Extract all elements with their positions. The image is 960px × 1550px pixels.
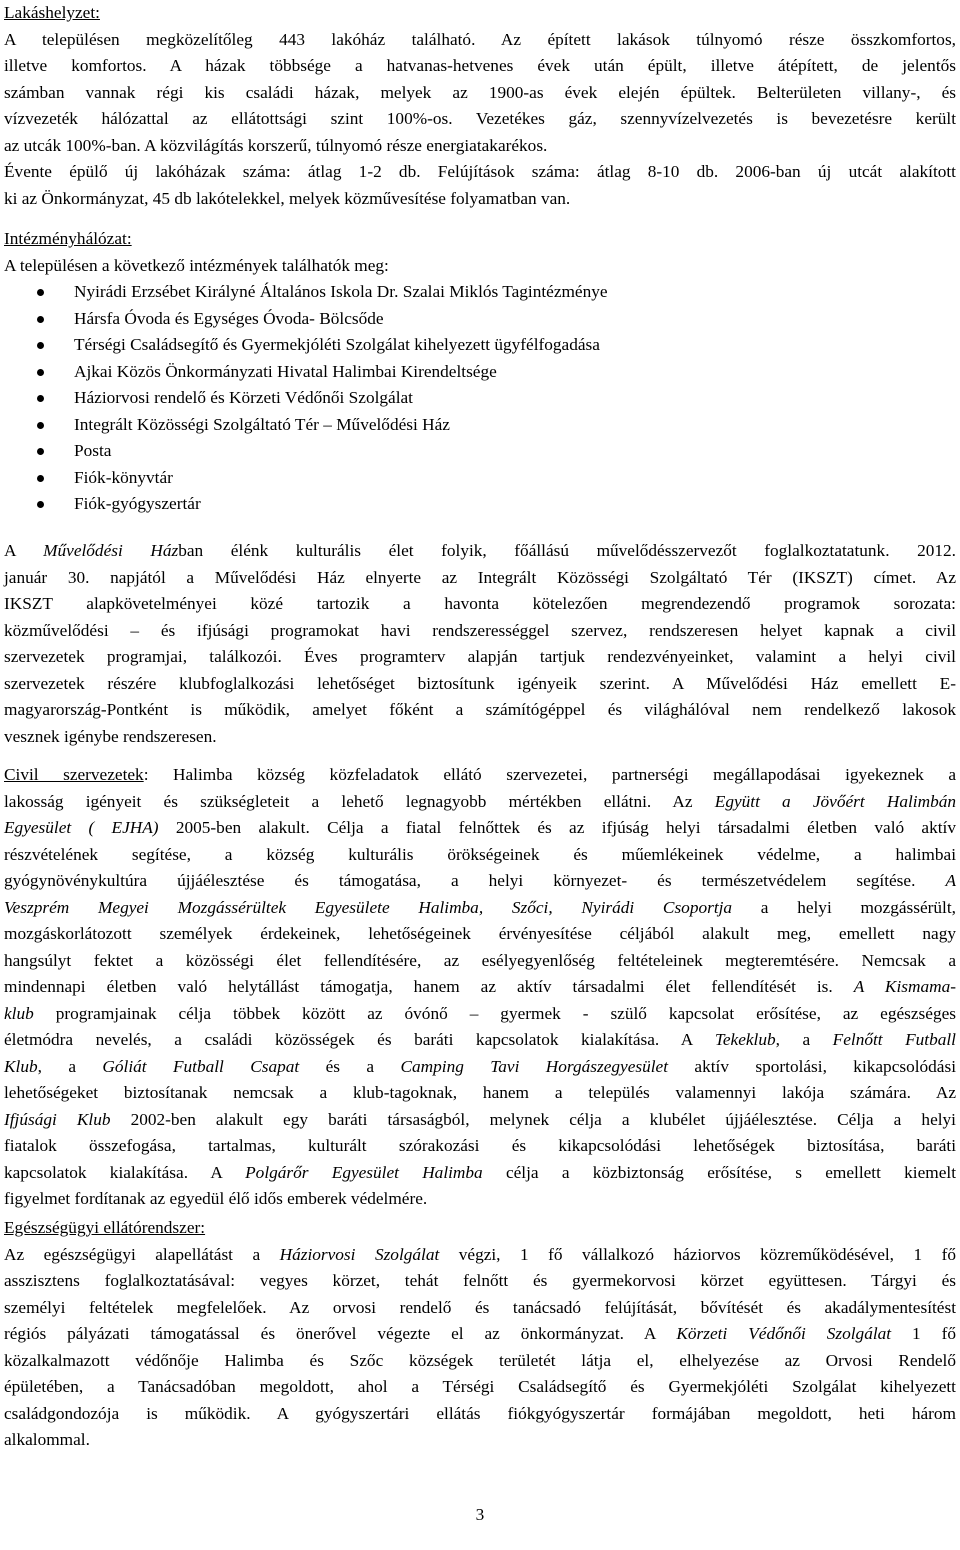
health-line: családgondozója is működik. A gyógyszertári ellátás fiókgyógyszertár formájában megoldott, heti három (4, 1403, 956, 1423)
civil-line: hangsúlyt fektet a közösségi élet fellendítésére, az esélyegyenlőség feltételeinek megteremtésére. Nemcsak a (4, 950, 956, 970)
italic-run: Művelődési Ház (43, 541, 179, 560)
housing-line: illetve komfortos. A házak többsége a hatvanas-hetvenes évek után épült, illetve átépített, de jelentős (4, 56, 956, 75)
text-run: lakosság igényeit és szükségleteit a lehető legnagyobb mértékben ellátni. Az (4, 791, 715, 811)
civil-line (4, 895, 956, 922)
culture-section (4, 538, 956, 750)
text-run: mindennapi életben való helytállást támogatja, hanem az aktív társadalmi élet fellendítését is. (4, 977, 854, 996)
italic-run: A Kismama- (853, 977, 956, 996)
bullet-icon (37, 369, 44, 376)
text-run: a helyi mozgássérült, (732, 897, 956, 917)
culture-line: magyarország-Pontként is működik, amelyet főként a számítógéppel és világhálóval nem rendelkező lakosok (4, 700, 956, 719)
health-line (4, 1321, 956, 1348)
civil-line: figyelmet fordítanak az egyedül élő idős emberek védelmére. (4, 1189, 428, 1208)
bullet-icon (37, 475, 44, 482)
housing-section (4, 0, 956, 212)
italic-run: Körzeti Védőnői Szolgálat (676, 1324, 892, 1343)
text-run: , a (37, 1056, 103, 1076)
list-item (4, 385, 956, 412)
civil-title: Civil szervezetek (4, 765, 144, 784)
text-run: célja a közbiztonság erősítése, s emellett kiemelt (482, 1162, 956, 1182)
bullet-icon (37, 448, 44, 455)
culture-line: szervezetek részére klubfoglalkozási lehetőséget biztosítunk igényeik szerint. A Művelődési Ház emellett E- (4, 673, 956, 693)
text-run: végzi, 1 fő vállalkozó háziorvos közreműködésével, 1 fő (439, 1244, 956, 1264)
text-run: aktív sportolási, kikapcsolódási (668, 1056, 957, 1076)
italic-run: Camping Tavi Horgászegyesület (400, 1056, 669, 1076)
institution-name: Integrált Közösségi Szolgáltató Tér – Művelődési Ház (74, 414, 450, 434)
housing-line: Évente épülő új lakóházak száma: átlag 1-2 db. Felújítások száma: átlag 8-10 db. 2006-ban új utcát alakított (4, 162, 956, 181)
italic-run: Háziorvosi Szolgálat (279, 1244, 440, 1264)
list-item (4, 491, 956, 518)
health-title: Egészségügyi ellátórendszer: (4, 1218, 206, 1237)
civil-line (4, 1054, 956, 1081)
health-line: épületében, a Tanácsadóban megoldott, ahol a Térségi Családsegítő és Gyermekjóléti Szolgálat kihelyezett (4, 1377, 956, 1396)
italic-run: Ifjúsági Klub (4, 1109, 111, 1129)
culture-line: közművelődési – és ifjúsági programokat havi rendszerességgel szervez, rendszeresen helyet kapnak a civil (4, 620, 956, 640)
housing-line: vízvezeték hálózattal az ellátottsági szint 100%-os. Vezetékes gáz, szennyvízelvezetés is bevezetésre került (4, 109, 956, 128)
list-item (4, 306, 956, 333)
health-section (4, 1215, 956, 1454)
health-line: asszisztens foglalkoztatásával: vegyes körzet, tehát felnőtt és gyermekorvosi körzet együttesen. Tárgyi és (4, 1271, 956, 1290)
civil-line (4, 1027, 956, 1054)
civil-line (4, 762, 956, 789)
italic-run: Felnőtt Futball (832, 1030, 956, 1049)
text-run: 1 fő (891, 1324, 956, 1343)
health-line: közalkalmazott védőnője Halimba és Szőc községek területét látja el, elhelyezése az Orvosi Rendelő (4, 1350, 956, 1370)
civil-line: lehetőségeket biztosítanak nemcsak a klub-tagoknak, hanem a település valamennyi lakója számára. Az (4, 1083, 956, 1102)
text-run: és a (299, 1056, 401, 1076)
civil-line (4, 815, 956, 842)
civil-line: részvételének segítése, a község kulturális örökségeinek és műemlékeinek védelme, a halimbai (4, 844, 956, 864)
institutions-title: Intézményhálózat: (4, 229, 132, 248)
bullet-icon (37, 342, 44, 349)
text-run: kapcsolatok kialakítása. A (4, 1162, 246, 1182)
institution-list (4, 279, 956, 518)
civil-line: mozgáskorlátozott személyek érdekeinek, lehetőségeinek érvényesítése céljából alakult meg, emellett nagy (4, 924, 956, 943)
text-run: régiós pályázati támogatással és önerővel végezte el az önkormányzat. A (4, 1324, 677, 1343)
list-item (4, 332, 956, 359)
civil-line (4, 868, 956, 895)
civil-section (4, 762, 956, 1213)
health-line: személyi feltételek megfelelőek. Az orvosi rendelő és tanácsadó felújítását, bővítését és akadálymentesítést (4, 1297, 956, 1317)
civil-line (4, 1107, 956, 1134)
civil-line (4, 789, 956, 816)
list-item (4, 359, 956, 386)
housing-line: A településen megközelítőleg 443 lakóház található. Az épített lakások túlnyomó része összkomfortos, (4, 29, 956, 49)
institution-name: Térségi Családsegítő és Gyermekjóléti Szolgálat kihelyezett ügyfélfogadása (74, 335, 600, 354)
civil-line (4, 1160, 956, 1187)
bullet-icon (37, 501, 44, 508)
italic-run: Góliát Futball Csapat (102, 1056, 300, 1076)
bullet-icon (37, 316, 44, 323)
civil-line: fiatalok összefogása, tartalmas, kulturált szórakozási és kikapcsolódási lehetőségek biztosítása, baráti (4, 1136, 956, 1155)
institutions-section (4, 226, 956, 518)
bullet-icon (37, 395, 44, 402)
italic-run: klub (4, 1003, 34, 1023)
italic-run: Veszprém Megyei Mozgássérültek Egyesülete Halimba, Szőci, Nyirádi Csoportja (4, 897, 733, 917)
housing-line: ki az Önkormányzat, 45 db lakótelekkel, melyek közművesítése folyamatban van. (4, 188, 571, 208)
text-run: A (4, 541, 44, 560)
institution-name: Ajkai Közös Önkormányzati Hivatal Halimbai Kirendeltsége (74, 361, 497, 381)
italic-run: A (945, 871, 956, 890)
culture-line: szervezetek programjai, találkozói. Éves programterv alapján tartjuk rendezvényeinket, valamint a helyi civil (4, 647, 956, 666)
institution-name: Posta (74, 441, 112, 460)
institution-name: Háziorvosi rendelő és Körzeti Védőnői Szolgálat (74, 388, 413, 407)
institution-name: Fiók-gyógyszertár (74, 494, 201, 513)
housing-title: Lakáshelyzet: (4, 3, 100, 22)
text-run: programjainak célja többek között az óvónő – gyermek - szülő kapcsolat erősítése, az egészséges (33, 1003, 956, 1023)
health-line (4, 1242, 956, 1269)
italic-run: Klub (4, 1056, 38, 1076)
text-run: 2002-ben alakult egy baráti társaságból, melynek célja a klubélet újjáélesztése. Célja a helyi (110, 1109, 956, 1129)
culture-line (4, 538, 956, 565)
italic-run: Együtt a Jövőért Halimbán (714, 791, 956, 811)
italic-run: Polgárőr Egyesület Halimba (245, 1162, 483, 1182)
list-item (4, 438, 956, 465)
institutions-intro: A településen a következő intézmények találhatók meg: (4, 255, 389, 275)
text-run: gyógynövénykultúra újjáélesztése és támogatása, a helyi környezet- és természetvédelem segítése. (4, 871, 946, 890)
italic-run: Tekeklub (714, 1030, 776, 1049)
civil-line (4, 974, 956, 1001)
list-item (4, 465, 956, 492)
culture-line: január 30. napjától a Művelődési Ház elnyerte az Integrált Közösségi Szolgáltató Tér (IKSZT) címet. Az (4, 567, 956, 587)
housing-line: számban vannak régi kis családi házak, melyek az 1900-as évek elején épültek. Belterületen villany-, és (4, 82, 956, 102)
culture-line: IKSZT alapkövetelményei közé tartozik a havonta kötelezően megrendezendő programok sorozata: (4, 594, 956, 613)
text-run: 2005-ben alakult. Célja a fiatal felnőttek és az ifjúság helyi társadalmi életben való aktív (158, 818, 956, 837)
italic-run: Egyesület ( EJHA) (4, 818, 159, 837)
bullet-icon (37, 289, 44, 296)
bullet-icon (37, 422, 44, 429)
institution-name: Hársfa Óvoda és Egységes Óvoda- Bölcsőde (74, 308, 384, 328)
text-run: , a (775, 1030, 833, 1049)
text-run: Az egészségügyi alapellátást a (4, 1244, 280, 1264)
health-line: alkalommal. (4, 1430, 90, 1449)
institution-name: Nyirádi Erzsébet Királyné Általános Iskola Dr. Szalai Miklós Tagintézménye (74, 282, 608, 301)
list-item (4, 279, 956, 306)
housing-line: az utcák 100%-ban. A közvilágítás korszerű, túlnyomó része energiatakarékos. (4, 135, 548, 155)
text-run: ban élénk kulturális élet folyik, főállású művelődésszervezőt foglalkoztatatunk. 2012. (178, 541, 956, 560)
page-number: 3 (475, 1505, 485, 1524)
civil-line (4, 1001, 956, 1028)
culture-line: vesznek igénybe rendszeresen. (4, 726, 217, 746)
text-run: : Halimba község közfeladatok ellátó szervezetei, partnerségi megállapodásai igyekeznek a (143, 765, 956, 784)
text-run: életmódra nevelés, a családi közösségek és baráti kapcsolatok kialakítása. A (4, 1030, 715, 1049)
institution-name: Fiók-könyvtár (74, 467, 173, 487)
list-item (4, 412, 956, 439)
